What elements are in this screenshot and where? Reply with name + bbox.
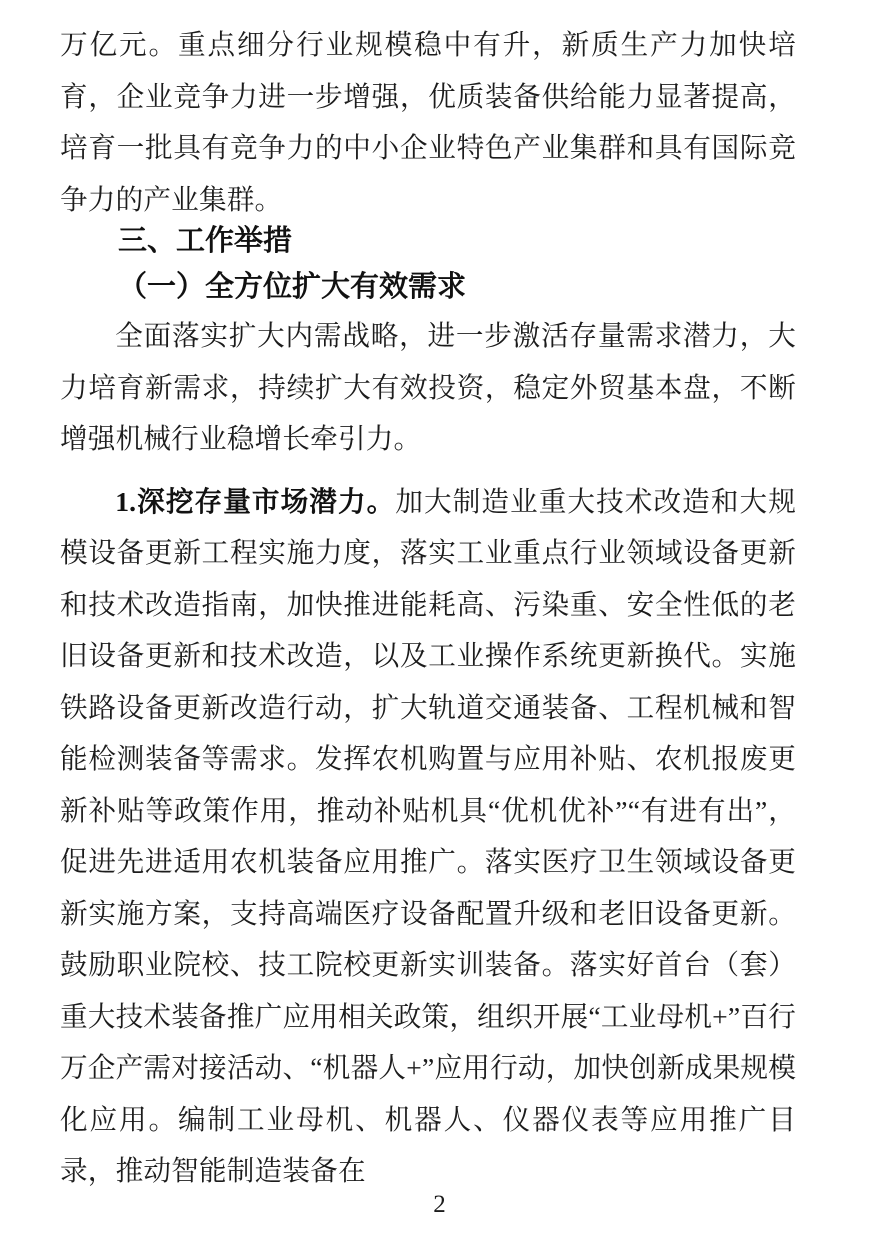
subsection-heading: （一）全方位扩大有效需求: [118, 271, 467, 303]
paragraph-overview: 全面落实扩大内需战略，进一步激活存量需求潜力，大力培育新需求，持续扩大有效投资，稳定外贸基本盘，不断增强机械行业稳增长牵引力。: [60, 320, 796, 454]
section-heading: 三、工作举措: [118, 225, 293, 257]
document-content: [60, 19, 796, 1197]
paragraph-body-text: 加大制造业重大技术改造和大规模设备更新工程实施力度，落实工业重点行业领域设备更新和技术改造指南，加快推进能耗高、污染重、安全性低的老旧设备更新和技术改造，以及工业操作系统更新换代。实施铁路设备更新改造行动，扩大轨道交通装备、工程机械和智能检测装备等需求。发挥农机购置与应用补贴、农机报废更新补贴等政策作用，推动补贴机具“优机优补”“有进有出”，促进先进适用农机装备应用推广。落实医疗卫生领域设备更新实施方案，支持高端医疗设备配置升级和老旧设备更新。鼓励职业院校、技工院校更新实训装备。落实好首台（套）重大技术装备推广应用相关政策，组织开展“工业母机+”百行万企产需对接活动、“机器人+”应用行动，加快创新成果规模化应用。编制工业母机、机器人、仪器仪表等应用推广目录，推动智能制造装备在: [60, 485, 796, 1186]
paragraph-bold-lead: 1.深挖存量市场潜力。: [115, 485, 396, 517]
page-number: 2: [433, 1191, 446, 1218]
paragraph-continued: 万亿元。重点细分行业规模稳中有升，新质生产力加快培育，企业竞争力进一步增强，优质装备供给能力显著提高，培育一批具有竞争力的中小企业特色产业集群和具有国际竞争力的产业集群。: [60, 29, 796, 215]
paragraph-item-1: [60, 476, 796, 1197]
